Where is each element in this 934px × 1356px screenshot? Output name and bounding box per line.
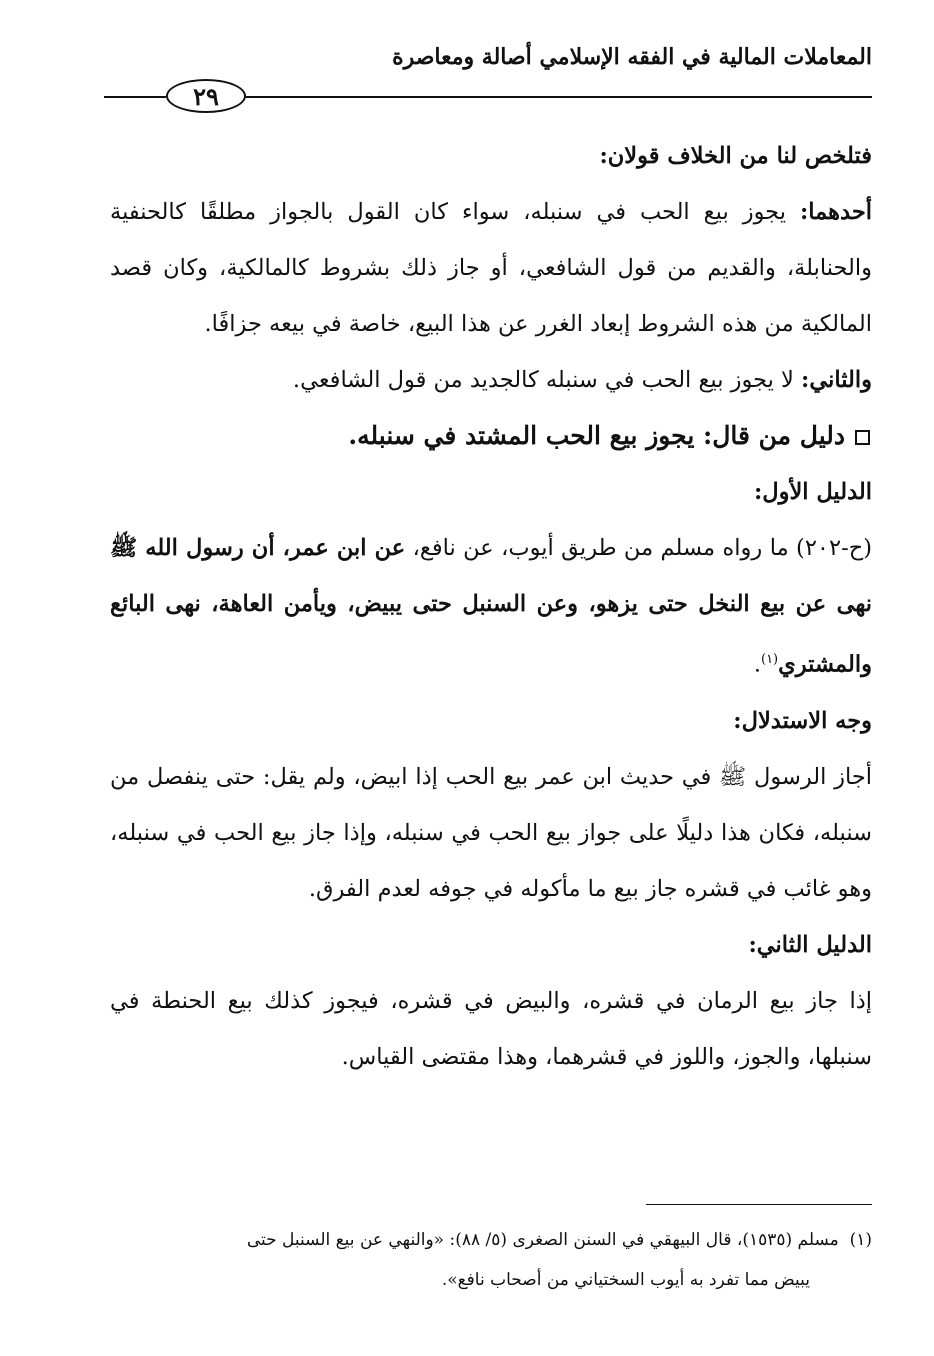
footnote-separator [646,1204,872,1205]
checkbox-square-icon [855,430,870,445]
inference-heading: وجه الاستدلال: [733,707,872,734]
evidence-2-paragraph: إذا جاز بيع الرمان في قشره، والبيض في قشره، فيجوز كذلك بيع الحنطة في سنبلها، والجوز، واللوز في قشرهما، وهذا مقتضى القياس. [110,987,872,1070]
header-rule-left [104,96,166,98]
opinion-2-text: لا يجوز بيع الحب في سنبله كالجديد من قول الشافعي. [292,367,802,393]
page-number-label: ٢٩ [193,81,219,111]
body-text [110,128,872,1085]
hadith-reference: (ح-٢٠٢) ما رواه مسلم من طريق أيوب، عن نافع، [405,535,872,561]
header-rule-right [246,96,872,98]
opinion-1-label: أحدهما: [799,199,872,225]
hadith-text: عن ابن عمر، أن رسول الله ﷺ نهى عن بيع النخل حتى يزهو، وعن السنبل حتى يبيض، ويأمن العاهة، نهى البائع والمشتري [110,535,872,678]
opinion-1-text: يجوز بيع الحب في سنبله، سواء كان القول بالجواز مطلقًا كالحنفية والحنابلة، والقديم من قول الشافعي، أو جاز ذلك بشروط كالمالكية، وكان قصد المالكية من هذه الشروط إبعاد الغرر عن هذا البيع، خاصة في بيعه جزافًا. [110,199,872,337]
summary-line: فتلخص لنا من الخلاف قولان: [599,143,872,169]
footnote-text: مسلم (١٥٣٥)، قال البيهقي في السنن الصغرى (٥/ ٨٨): «والنهي عن بيع السنبل حتى [246,1230,839,1250]
footnote-marker[interactable]: (١) [760,652,779,667]
opinion-2-paragraph [110,352,872,408]
evidence-2-heading: الدليل الثاني: [748,931,872,958]
footnote-item [110,1220,872,1260]
section-heading-text: دليل من قال: يجوز بيع الحب المشتد في سنبله. [348,421,845,450]
footnote-number: (١) [849,1230,872,1250]
hadith-paragraph [110,520,872,693]
page-number [166,79,246,113]
hadith-end: . [753,651,761,678]
section-heading [110,408,872,464]
evidence-1-heading: الدليل الأول: [753,479,872,505]
opinion-1-paragraph [110,184,872,352]
inference-paragraph: أجاز الرسول ﷺ في حديث ابن عمر بيع الحب إذا ابيض، ولم يقل: حتى ينفصل من سنبله، فكان هذا دليلًا على جواز بيع الحب في سنبله، وإذا جاز بيع الحب في سنبله، وهو غائب في قشره جاز بيع ما مأكوله في جوفه لعدم الفرق. [110,763,872,902]
opinion-2-label: والثاني: [801,367,872,393]
footnote-continuation: يبيض مما تفرد به أيوب السختياني من أصحاب نافع». [441,1270,810,1290]
footnotes [110,1220,872,1300]
running-title: المعاملات المالية في الفقه الإسلامي أصالة ومعاصرة [392,44,872,70]
